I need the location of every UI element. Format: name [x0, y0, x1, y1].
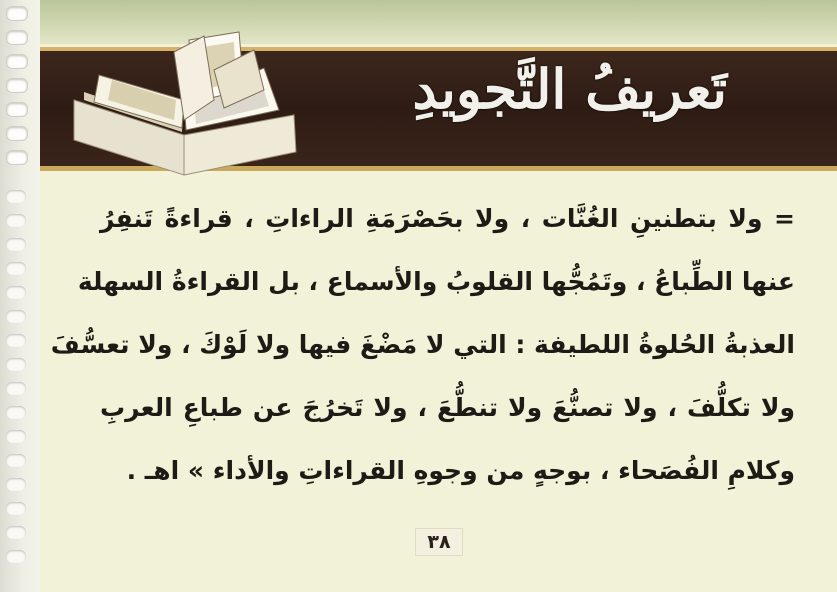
- binding-hole: [6, 382, 26, 395]
- binding-hole: [6, 30, 28, 45]
- text-line: ولا تكلُّفَ ، ولا تصنُّعَ ولا تنطُّعَ ، ولا تَخرُجَ عن طباعِ العربِ: [100, 393, 795, 422]
- binding-hole: [6, 502, 26, 515]
- binding-hole: [6, 310, 26, 323]
- binding-hole: [6, 6, 28, 21]
- binding-hole: [6, 150, 28, 165]
- page-number: ٣٨: [415, 528, 463, 556]
- spiral-binding: [0, 0, 40, 592]
- binding-hole: [6, 190, 26, 203]
- binding-hole: [6, 214, 26, 227]
- binding-hole: [6, 454, 26, 467]
- binding-hole: [6, 550, 26, 563]
- binding-hole: [6, 102, 28, 117]
- open-book-icon: [64, 30, 304, 180]
- text-line: وكلامِ الفُصَحاء ، بوجهٍ من وجوهِ القراءاتِ والأداء » اهـ .: [126, 456, 795, 485]
- text-line: العذبةُ الحُلوةُ اللطيفة : التي لا مَضْغَ فيها ولا لَوْكَ ، ولا تعسُّفَ: [50, 330, 795, 359]
- binding-hole: [6, 334, 26, 347]
- binding-holes: [6, 0, 30, 592]
- binding-hole: [6, 526, 26, 539]
- page-title: تَعريفُ التَّجويدِ: [412, 57, 727, 121]
- text-line: = ولا بتطنينِ الغُنَّات ، ولا بحَصْرَمَةِ الراءاتِ ، قراءةً تَنفِرُ: [100, 204, 795, 233]
- binding-hole: [6, 286, 26, 299]
- binding-hole: [6, 126, 28, 141]
- binding-hole: [6, 54, 28, 69]
- binding-hole: [6, 478, 26, 491]
- body-text: [50, 198, 795, 513]
- binding-hole: [6, 78, 28, 93]
- binding-hole: [6, 358, 26, 371]
- binding-hole: [6, 262, 26, 275]
- binding-hole: [6, 406, 26, 419]
- binding-hole: [6, 238, 26, 251]
- text-line: عنها الطِّباعُ ، وتَمُجُّها القلوبُ والأسماع ، بل القراءةُ السهلة: [77, 267, 795, 296]
- binding-hole: [6, 430, 26, 443]
